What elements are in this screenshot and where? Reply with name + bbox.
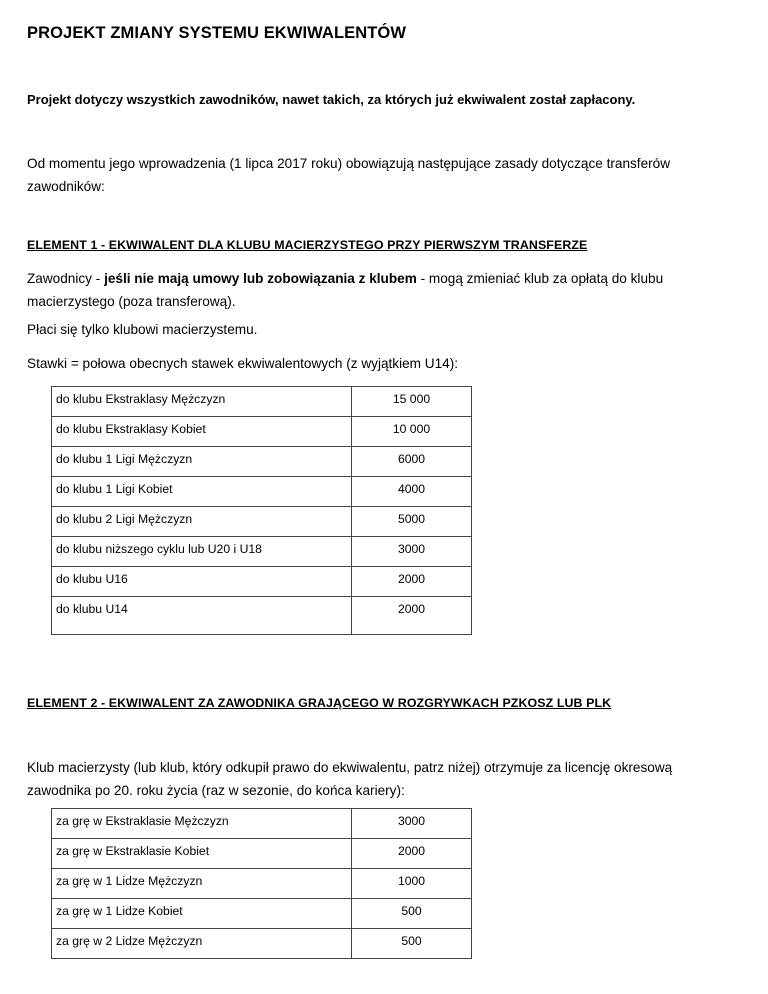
rate-value: 15 000 bbox=[352, 387, 472, 417]
table-row bbox=[52, 447, 472, 477]
element1-paragraph-1 bbox=[27, 267, 663, 313]
table-row bbox=[52, 507, 472, 537]
table-row bbox=[52, 839, 472, 869]
rate-label: do klubu Ekstraklasy Kobiet bbox=[52, 417, 352, 447]
rate-label: do klubu U14 bbox=[52, 597, 352, 635]
rate-label: za grę w 1 Lidze Mężczyzn bbox=[52, 869, 352, 899]
table-row bbox=[52, 387, 472, 417]
rate-value: 2000 bbox=[352, 597, 472, 635]
rate-label: do klubu 2 Ligi Mężczyzn bbox=[52, 507, 352, 537]
table-row bbox=[52, 537, 472, 567]
element2-rates-table bbox=[51, 808, 472, 959]
intro-paragraph bbox=[27, 152, 670, 198]
element2-para1-line-1: Klub macierzysty (lub klub, który odkupił prawo do ekwiwalentu, patrz niżej) otrzymuje za licencję okresową bbox=[27, 760, 673, 775]
table-row bbox=[52, 869, 472, 899]
rate-value: 500 bbox=[352, 899, 472, 929]
table-row bbox=[52, 477, 472, 507]
element2-heading: ELEMENT 2 - EKWIWALENT ZA ZAWODNIKA GRAJĄCEGO W ROZGRYWKACH PZKOSZ LUB PLK bbox=[27, 696, 612, 710]
element1-para1-prefix: Zawodnicy - bbox=[27, 271, 105, 286]
rate-value: 3000 bbox=[352, 809, 472, 839]
rate-label: do klubu Ekstraklasy Mężczyzn bbox=[52, 387, 352, 417]
rate-label: za grę w Ekstraklasie Mężczyzn bbox=[52, 809, 352, 839]
element1-paragraph-3: Stawki = połowa obecnych stawek ekwiwalentowych (z wyjątkiem U14): bbox=[27, 356, 459, 371]
rate-label: za grę w 2 Lidze Mężczyzn bbox=[52, 929, 352, 959]
element1-rates-table bbox=[51, 386, 472, 635]
element1-para1-line-2: macierzystego (poza transferową). bbox=[27, 294, 236, 309]
element2-paragraph-1 bbox=[27, 756, 672, 802]
rate-value: 4000 bbox=[352, 477, 472, 507]
element1-para1-line-1 bbox=[27, 267, 663, 290]
element1-para1-bold: jeśli nie mają umowy lub zobowiązania z klubem bbox=[104, 271, 417, 286]
rate-value: 3000 bbox=[352, 537, 472, 567]
rate-label: do klubu 1 Ligi Mężczyzn bbox=[52, 447, 352, 477]
table-row bbox=[52, 417, 472, 447]
rate-value: 6000 bbox=[352, 447, 472, 477]
element2-para1-line-2: zawodnika po 20. roku życia (raz w sezonie, do końca kariery): bbox=[27, 783, 405, 798]
rate-label: do klubu U16 bbox=[52, 567, 352, 597]
table-row bbox=[52, 929, 472, 959]
table-row bbox=[52, 809, 472, 839]
rate-value: 10 000 bbox=[352, 417, 472, 447]
rate-value: 1000 bbox=[352, 869, 472, 899]
table-row bbox=[52, 567, 472, 597]
table-row bbox=[52, 899, 472, 929]
intro-line-1: Od momentu jego wprowadzenia (1 lipca 2017 roku) obowiązują następujące zasady dotyczące transferów bbox=[27, 156, 671, 171]
rate-label: za grę w Ekstraklasie Kobiet bbox=[52, 839, 352, 869]
rate-label: za grę w 1 Lidze Kobiet bbox=[52, 899, 352, 929]
rate-value: 2000 bbox=[352, 839, 472, 869]
page-title: PROJEKT ZMIANY SYSTEMU EKWIWALENTÓW bbox=[27, 24, 407, 42]
intro-line-2: zawodników: bbox=[27, 179, 105, 194]
rate-label: do klubu 1 Ligi Kobiet bbox=[52, 477, 352, 507]
element1-heading: ELEMENT 1 - EKWIWALENT DLA KLUBU MACIERZYSTEGO PRZY PIERWSZYM TRANSFERZE bbox=[27, 238, 588, 252]
intro-bold-statement: Projekt dotyczy wszystkich zawodników, nawet takich, za których już ekwiwalent został zapłacony. bbox=[27, 92, 636, 107]
rate-label: do klubu niższego cyklu lub U20 i U18 bbox=[52, 537, 352, 567]
rate-value: 5000 bbox=[352, 507, 472, 537]
rate-value: 2000 bbox=[352, 567, 472, 597]
table-row bbox=[52, 597, 472, 635]
rate-value: 500 bbox=[352, 929, 472, 959]
element1-para1-suffix: - mogą zmieniać klub za opłatą do klubu bbox=[416, 271, 664, 286]
element1-paragraph-2: Płaci się tylko klubowi macierzystemu. bbox=[27, 322, 258, 337]
